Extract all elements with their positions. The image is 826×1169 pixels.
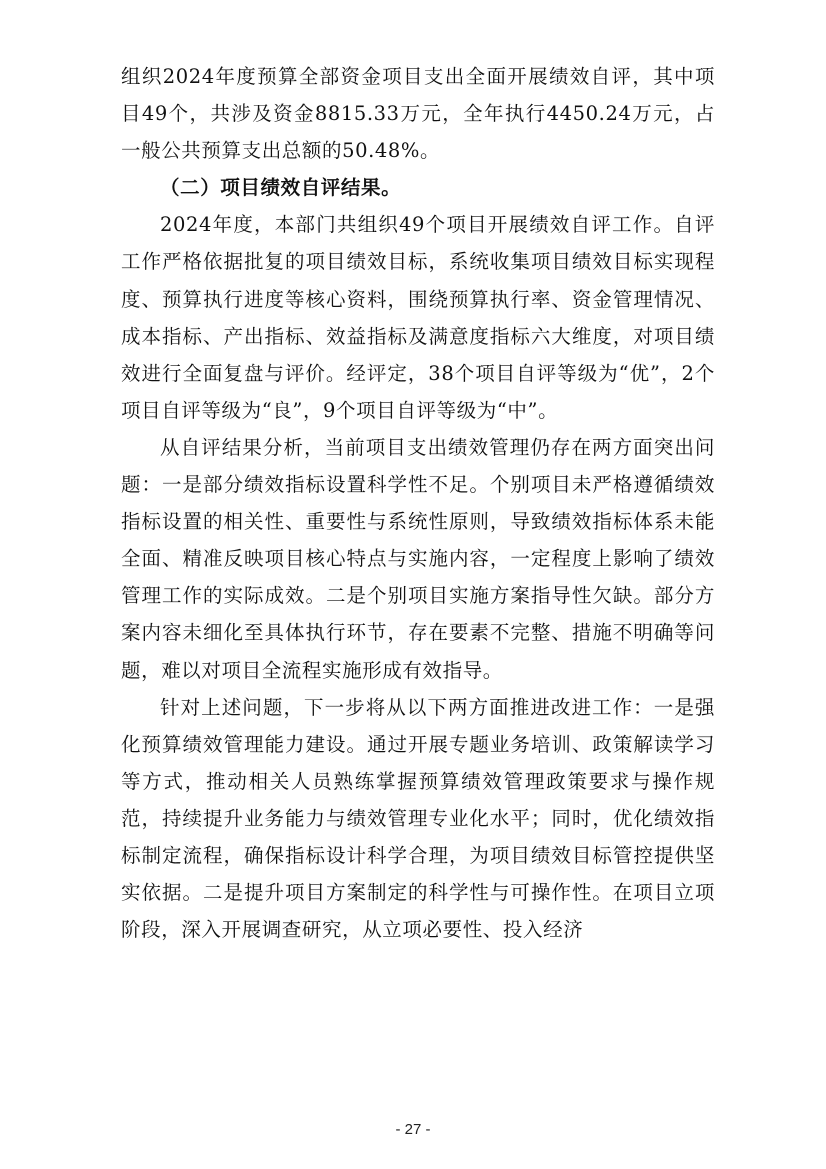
paragraph-improvements: 针对上述问题，下一步将从以下两方面推进改进工作：一是强化预算绩效管理能力建设。通过开展专题业务培训、政策解读学习等方式，推动相关人员熟练掌握预算绩效管理政策要求与操作规范，持续提升业务能力与绩效管理专业化水平；同时，优化绩效指标制定流程，确保指标设计科学合理，为项目绩效目标管控提供坚实依据。二是提升项目方案制定的科学性与可操作性。在项目立项阶段，深入开展调查研究，从立项必要性、投入经济 (121, 695, 715, 942)
section-heading: （二）项目绩效自评结果。 (160, 176, 402, 200)
page-number: - 27 - (395, 1121, 431, 1138)
paragraph-problems: 从自评结果分析，当前项目支出绩效管理仍存在两方面突出问题：一是部分绩效指标设置科学性不足。个别项目未严格遵循绩效指标设置的相关性、重要性与系统性原则，导致绩效指标体系未能全面、精准反映项目核心特点与实施内容，一定程度上影响了绩效管理工作的实际成效。二是个别项目实施方案指导性欠缺。部分方案内容未细化至具体执行环节，存在要素不完整、措施不明确等问题，难以对项目全流程实施形成有效指导。 (121, 435, 715, 682)
paragraph-self-evaluation: 2024年度，本部门共组织49个项目开展绩效自评工作。自评工作严格依据批复的项目绩效目标，系统收集项目绩效目标实现程度、预算执行进度等核心资料，围绕预算执行率、资金管理情况、成本指标、产出指标、效益指标及满意度指标六大维度，对项目绩效进行全面复盘与评价。经评定，38个项目自评等级为“优”，2个项目自评等级为“良”，9个项目自评等级为“中”。 (121, 213, 715, 422)
body-text (121, 58, 715, 948)
paragraph-budget-summary: 组织2024年度预算全部资金项目支出全面开展绩效自评，其中项目49个，共涉及资金8815.33万元，全年执行4450.24万元，占一般公共预算支出总额的50.48%。 (121, 65, 715, 163)
